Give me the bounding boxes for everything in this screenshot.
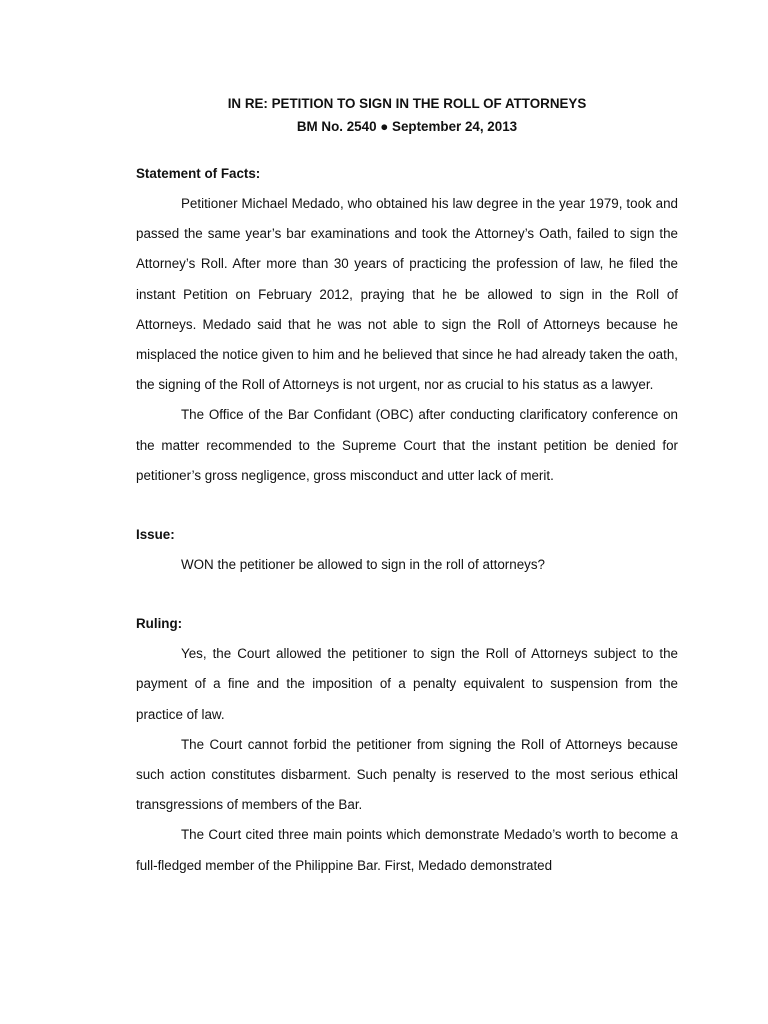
facts-heading: Statement of Facts:: [136, 166, 261, 181]
document-body: [136, 92, 678, 881]
issue-text: WON the petitioner be allowed to sign in the roll of attorneys?: [181, 557, 545, 573]
ruling-paragraph: The Court cannot forbid the petitioner from signing the Roll of Attorneys because such action constitutes disbarment. Such penalty is reserved to the most serious ethical transgressions of members of the Bar.: [136, 736, 678, 813]
issue-heading: Issue:: [136, 527, 175, 543]
ruling-paragraph: Yes, the Court allowed the petitioner to sign the Roll of Attorneys subject to the payment of a fine and the imposition of a penalty equivalent to suspension from the practice of law.: [136, 646, 678, 722]
document-title: IN RE: PETITION TO SIGN IN THE ROLL OF ATTORNEYS: [227, 96, 587, 111]
facts-paragraph: The Office of the Bar Confidant (OBC) after conducting clarificatory conference on the matter recommended to the Supreme Court that the instant petition be denied for petitioner’s gross negligence, gross misconduct and utter lack of merit.: [136, 407, 678, 483]
document-subtitle: BM No. 2540 ● September 24, 2013: [296, 119, 518, 134]
ruling-heading: Ruling:: [136, 616, 183, 632]
ruling-paragraph: The Court cited three main points which demonstrate Medado’s worth to become a full-fledged member of the Philippine Bar. First, Medado demonstrated: [136, 827, 678, 873]
facts-paragraph: Petitioner Michael Medado, who obtained his law degree in the year 1979, took and passed the same year’s bar examinations and took the Attorney’s Oath, failed to sign the Attorney’s Roll. After more than 30 years of practicing the profession of law, he filed the instant Petition on February 2012, praying that he be allowed to sign in the Roll of Attorneys. Medado said that he was not able to sign the Roll of Attorneys because he misplaced the notice given to him and he believed that since he had already taken the oath, the signing of the Roll of Attorneys is not urgent, nor as crucial to his status as a lawyer.: [136, 196, 678, 393]
